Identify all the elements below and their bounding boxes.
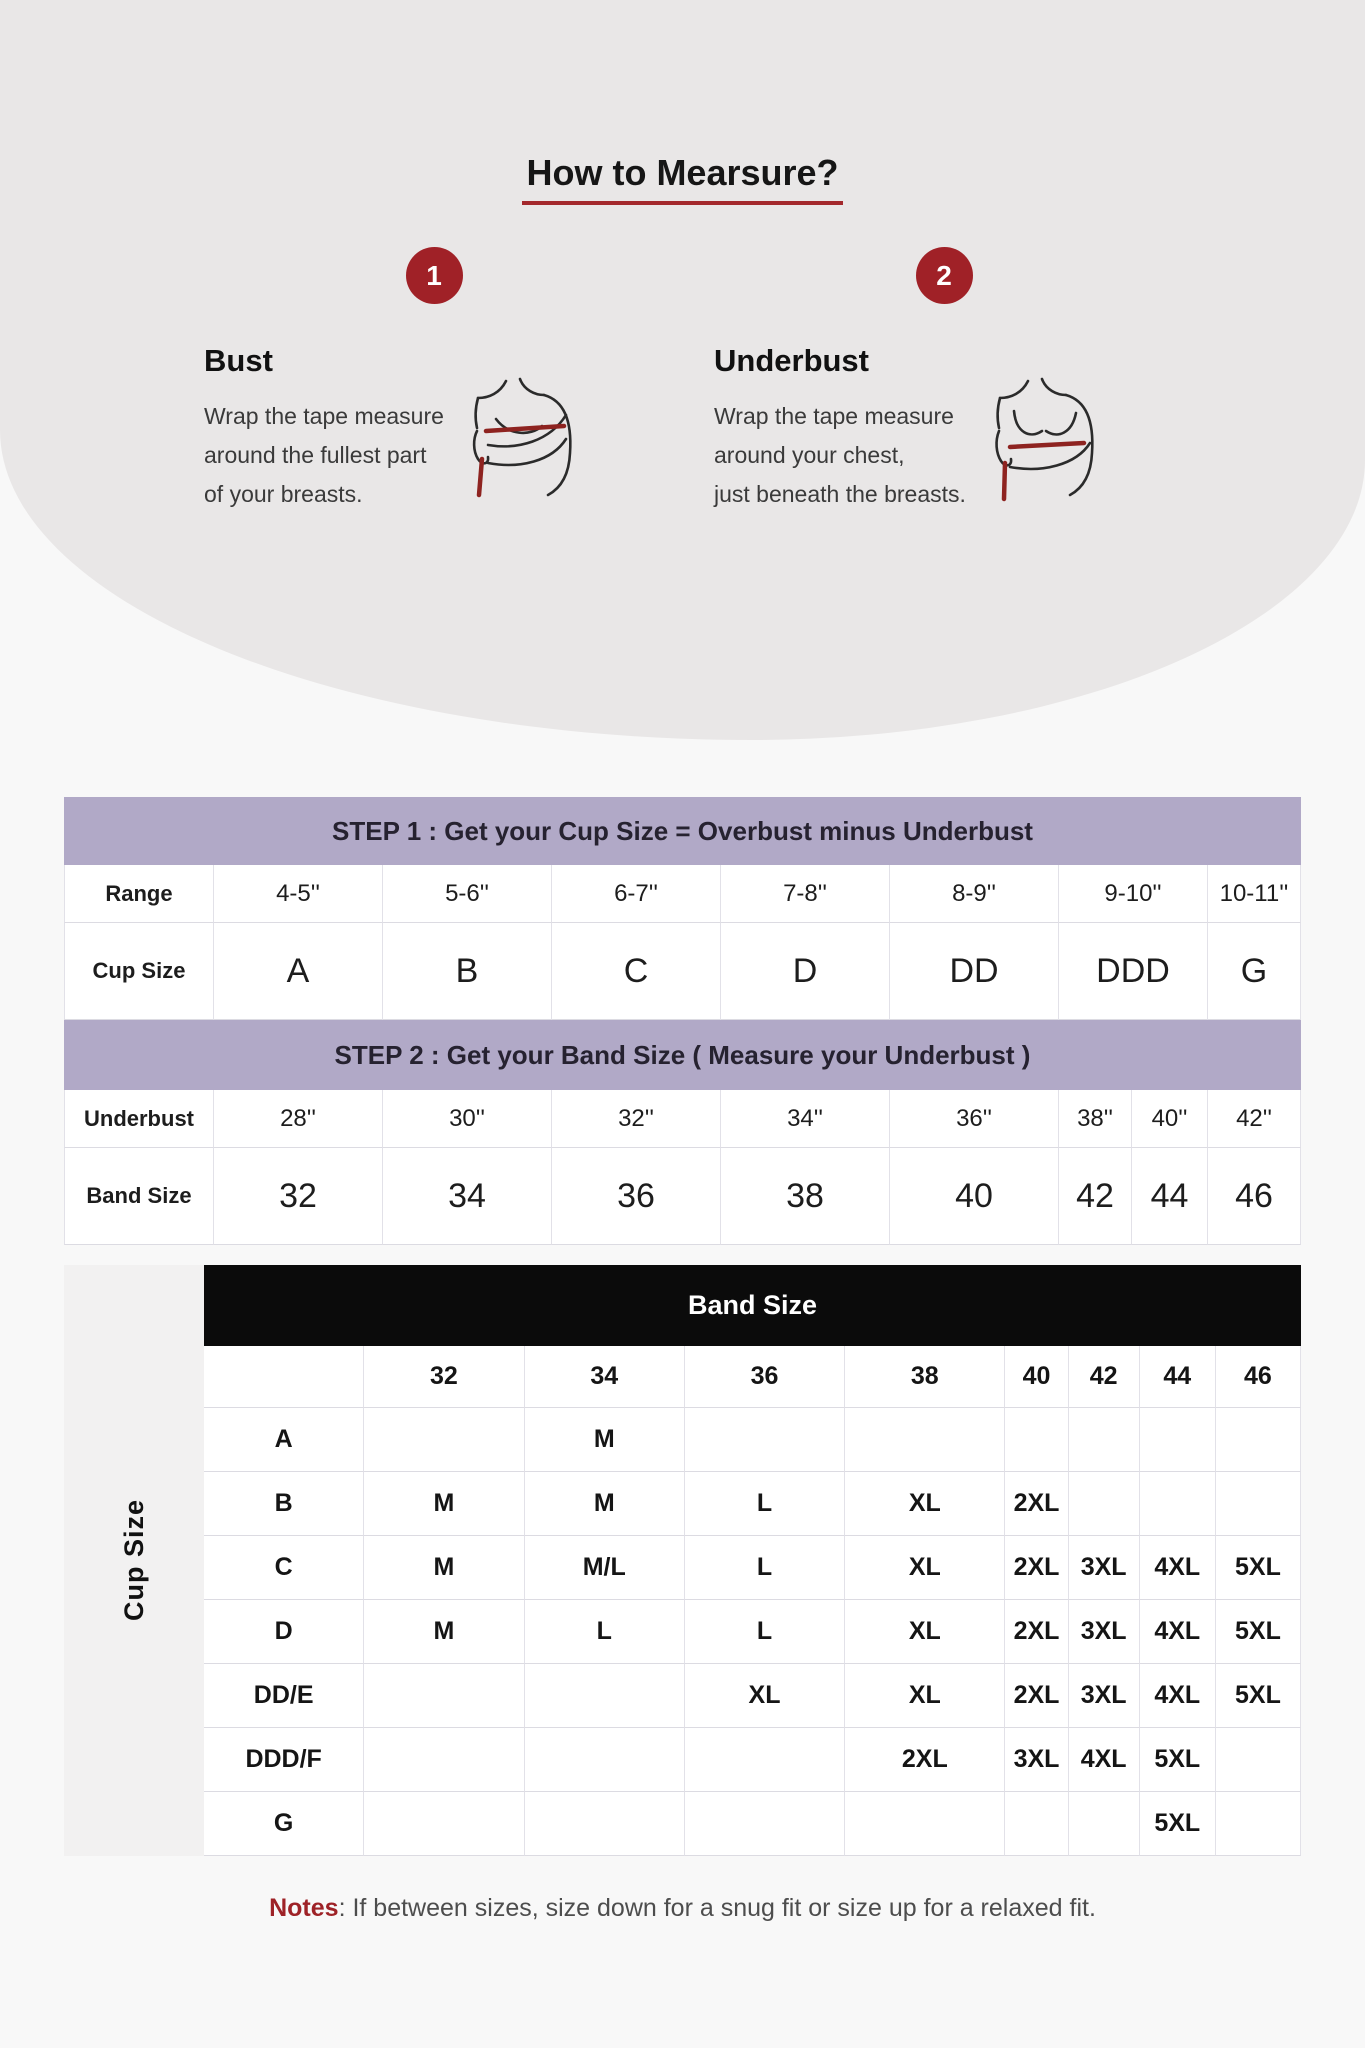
cup-size-cell: B: [383, 923, 552, 1020]
underbust-cell: 32'': [552, 1090, 721, 1148]
band-size-cell: 40: [890, 1148, 1059, 1245]
notes-text: [0, 1894, 1365, 1923]
cup-row-header: DDD/F: [204, 1728, 364, 1792]
cup-size-cell: G: [1208, 923, 1301, 1020]
band-sizes-row: [204, 1346, 1301, 1408]
band-size-cell: 46: [1208, 1148, 1301, 1245]
size-cell: [1216, 1728, 1301, 1792]
size-cell: [845, 1792, 1005, 1856]
size-cell: [525, 1792, 685, 1856]
size-cell: M/L: [525, 1536, 685, 1600]
size-cell: L: [525, 1600, 685, 1664]
cup-row-header: D: [204, 1600, 364, 1664]
step-1-badge: 1: [406, 247, 463, 304]
size-cell: [525, 1664, 685, 1728]
cup-size-cell: D: [721, 923, 890, 1020]
band-size-col-header: 44: [1140, 1346, 1216, 1408]
bust-step: [204, 247, 664, 526]
size-cell: 2XL: [1005, 1472, 1068, 1536]
cup-size-row-label: Cup Size: [64, 923, 214, 1020]
band-size-cell: 38: [721, 1148, 890, 1245]
size-cell: [1216, 1792, 1301, 1856]
size-cell: 2XL: [1005, 1536, 1068, 1600]
size-cell: 3XL: [1069, 1664, 1140, 1728]
underbust-cell: 36'': [890, 1090, 1059, 1148]
size-cell: XL: [845, 1600, 1005, 1664]
size-cell: [845, 1408, 1005, 1472]
size-cell: 4XL: [1069, 1728, 1140, 1792]
cup-size-cell: DD: [890, 923, 1059, 1020]
range-cell: 10-11'': [1208, 865, 1301, 923]
size-cell: [1005, 1792, 1068, 1856]
size-cell: [1140, 1408, 1216, 1472]
cup-size-row: [64, 923, 1301, 1020]
size-cell: M: [364, 1536, 524, 1600]
underbust-heading: Underbust: [714, 343, 869, 378]
bust-illustration-icon: [462, 371, 587, 526]
bust-line-2: around the fullest part: [204, 442, 427, 468]
size-cell: 4XL: [1140, 1664, 1216, 1728]
cup-row-header: B: [204, 1472, 364, 1536]
step-2-badge: 2: [916, 247, 973, 304]
size-cell: L: [685, 1536, 845, 1600]
matrix-row-d: [204, 1600, 1301, 1664]
range-cell: 9-10'': [1059, 865, 1208, 923]
cup-row-header: C: [204, 1536, 364, 1600]
size-cell: 2XL: [1005, 1664, 1068, 1728]
underbust-cell: 38'': [1059, 1090, 1132, 1148]
size-cell: 3XL: [1005, 1728, 1068, 1792]
size-cell: 2XL: [845, 1728, 1005, 1792]
cup-row-header: DD/E: [204, 1664, 364, 1728]
band-size-cell: 36: [552, 1148, 721, 1245]
size-cell: [364, 1792, 524, 1856]
matrix-row-a: [204, 1408, 1301, 1472]
cup-size-axis-label: Cup Size: [118, 1499, 149, 1622]
band-size-row-label: Band Size: [64, 1148, 214, 1245]
underbust-cell: 28'': [214, 1090, 383, 1148]
size-cell: 5XL: [1216, 1664, 1301, 1728]
underbust-line-1: Wrap the tape measure: [714, 403, 954, 429]
size-cell: 5XL: [1216, 1600, 1301, 1664]
underbust-cell: 42'': [1208, 1090, 1301, 1148]
band-size-row: [64, 1148, 1301, 1245]
underbust-cell: 40'': [1132, 1090, 1208, 1148]
range-row-label: Range: [64, 865, 214, 923]
size-cell: 4XL: [1140, 1536, 1216, 1600]
range-row: [64, 865, 1301, 923]
size-cell: [1069, 1792, 1140, 1856]
size-cell: [364, 1728, 524, 1792]
band-size-col-header: 38: [845, 1346, 1005, 1408]
size-cell: [1005, 1408, 1068, 1472]
cup-size-cell: C: [552, 923, 721, 1020]
size-cell: 5XL: [1140, 1728, 1216, 1792]
size-cell: 2XL: [1005, 1600, 1068, 1664]
size-cell: L: [685, 1600, 845, 1664]
size-cell: [1216, 1472, 1301, 1536]
matrix-row-b: [204, 1472, 1301, 1536]
band-size-cell: 34: [383, 1148, 552, 1245]
underbust-cell: 34'': [721, 1090, 890, 1148]
size-cell: [364, 1664, 524, 1728]
bust-line-1: Wrap the tape measure: [204, 403, 444, 429]
size-cell: M: [525, 1408, 685, 1472]
matrix-row-ddd-f: [204, 1728, 1301, 1792]
matrix-row-c: [204, 1536, 1301, 1600]
bust-line-3: of your breasts.: [204, 481, 363, 507]
size-cell: [525, 1728, 685, 1792]
size-cell: 3XL: [1069, 1600, 1140, 1664]
size-cell: XL: [845, 1664, 1005, 1728]
range-cell: 4-5'': [214, 865, 383, 923]
band-size-col-header: 42: [1069, 1346, 1140, 1408]
measure-hero-section: [0, 0, 1365, 740]
bust-instructions: [204, 397, 444, 526]
size-cell: [685, 1792, 845, 1856]
size-cell: M: [364, 1472, 524, 1536]
band-size-col-header: 34: [525, 1346, 685, 1408]
underbust-line-2: around your chest,: [714, 442, 905, 468]
size-cell: [1069, 1408, 1140, 1472]
underbust-illustration-icon: [984, 371, 1109, 526]
range-cell: 6-7'': [552, 865, 721, 923]
underbust-row-label: Underbust: [64, 1090, 214, 1148]
cup-size-axis: [64, 1265, 204, 1856]
bust-heading: Bust: [204, 343, 273, 378]
notes-label: Notes: [269, 1894, 339, 1922]
size-cell: [1069, 1472, 1140, 1536]
size-cell: [1140, 1472, 1216, 1536]
underbust-line-3: just beneath the breasts.: [714, 481, 966, 507]
page-title: How to Mearsure?: [522, 152, 842, 205]
size-calculation-tables: [64, 797, 1301, 1245]
underbust-instructions: [714, 397, 966, 526]
band-size-col-header: 40: [1005, 1346, 1068, 1408]
size-cell: L: [685, 1472, 845, 1536]
size-cell: M: [525, 1472, 685, 1536]
size-cell: M: [364, 1600, 524, 1664]
size-cell: 5XL: [1216, 1536, 1301, 1600]
step1-header-bar: STEP 1 : Get your Cup Size = Overbust minus Underbust: [64, 797, 1301, 865]
range-cell: 5-6'': [383, 865, 552, 923]
matrix-row-g: [204, 1792, 1301, 1856]
size-cell: XL: [845, 1472, 1005, 1536]
band-size-cell: 42: [1059, 1148, 1132, 1245]
cup-row-header: G: [204, 1792, 364, 1856]
size-cell: 5XL: [1140, 1792, 1216, 1856]
size-matrix-table: [64, 1265, 1301, 1856]
range-cell: 8-9'': [890, 865, 1059, 923]
size-cell: 3XL: [1069, 1536, 1140, 1600]
size-cell: [1216, 1408, 1301, 1472]
size-cell: [364, 1408, 524, 1472]
range-cell: 7-8'': [721, 865, 890, 923]
band-size-col-header: 46: [1216, 1346, 1301, 1408]
band-size-cell: 44: [1132, 1148, 1208, 1245]
step2-header-bar: STEP 2 : Get your Band Size ( Measure your Underbust ): [64, 1020, 1301, 1090]
size-cell: XL: [685, 1664, 845, 1728]
underbust-step: [714, 247, 1174, 526]
cup-size-cell: A: [214, 923, 383, 1020]
size-cell: 4XL: [1140, 1600, 1216, 1664]
cup-size-cell: DDD: [1059, 923, 1208, 1020]
underbust-cell: 30'': [383, 1090, 552, 1148]
band-size-header: Band Size: [204, 1265, 1301, 1346]
size-cell: [685, 1408, 845, 1472]
matrix-corner-cell: [204, 1346, 364, 1408]
cup-row-header: A: [204, 1408, 364, 1472]
band-size-col-header: 36: [685, 1346, 845, 1408]
notes-body: : If between sizes, size down for a snug fit or size up for a relaxed fit.: [338, 1894, 1096, 1922]
size-cell: XL: [845, 1536, 1005, 1600]
band-size-col-header: 32: [364, 1346, 524, 1408]
band-size-cell: 32: [214, 1148, 383, 1245]
size-cell: [685, 1728, 845, 1792]
underbust-row: [64, 1090, 1301, 1148]
matrix-row-dd-e: [204, 1664, 1301, 1728]
